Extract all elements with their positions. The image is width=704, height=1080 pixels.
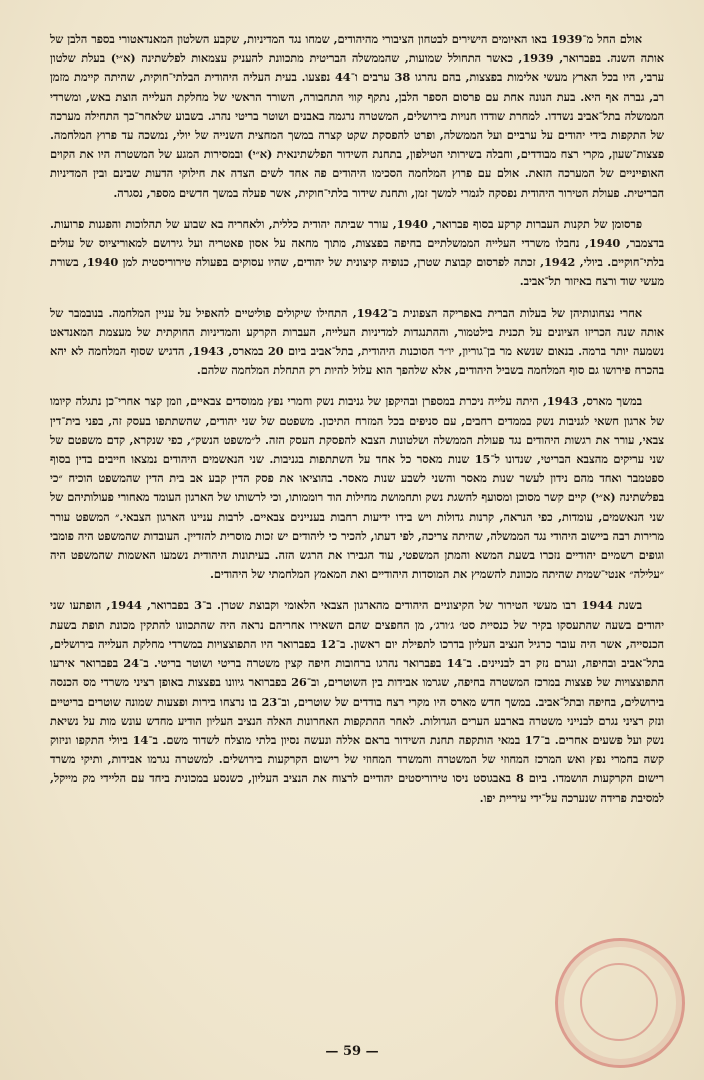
page-number: — 59 — [325, 1044, 379, 1059]
paragraph-1: אולם החל מ־1939 באו האיומים הישירים לבטחון הציבורי מהיהודים, שמחו נגד המדיניות, שקבע השלטון המאנדאטורי בספר הלבן של אותה השנה. בפברואר, 1939, כאשר התחולל שמועות, שהממשלה הבריטית מתכוונת להעניק עצמאות לפלשתינה (א״י) בעלת שלטון ערבי, היו בכל הארץ מעשי אלימות בפצצות, בהם נהרגו 38 ערבים ו־44 נפצעו. בעית העליה היהודית הבלתי־חוקית, שהיתה קיימת מזמן רב, גברה אף היא. בעת הנונה אחת עם פרסום הספר הלבן, נתקף קווי התחבורה, השורד הראשי של מחלקת העלייה הוצת באש, ומשרדי הממשלה בתל־אביב נשדדו. למחרת שודדו חנויות בירושלים, המשטרה נרגמה באבנים ושוטר בריטי נהרג. בשבוע שלאחר־כך התחילה מערכה של התקפות בידי יהודים על ערביים ועל הממשלה, ופרט להפסקת שקט קצרה במשך המחצית השנייה של יולי, נמשכה עד פרוץ המלחמה. פצצות־שעון, מקרי רצח מבודדים, וחבלה בשירותי הטילפון, בתחנת השידור הפלשתינאית (א״י) ובמסירות המגע של המשטרה היו את הקוים האופייניים של המערכה הזאת. אולם עם פרוץ המלחמה הסכימו היהודים פה אחד לשים הצדה את חילוקי הדעות שבינם ובין המדיניות הבריטית. פעולת הטירור היהודית נפסקה לגמרי למשך זמן, ותחנת שידור בלתי־חוקית, אשר פעלה במשך חדשים מספר, נסגרה. [50, 32, 664, 200]
paragraph-3: אחרי נצחונותיהן של בעלות הברית באפריקה הצפונית ב־1942, התחילו שיקולים פוליטיים להאפיל על עניין המלחמה. בנובמבר של אותה שנה הכריזו הציונים על תכנית בילטמור, וההתנגדות למדיניות העלייה, העברות הקרקע והמדיניות החוקתית של מעצמת המאנדאט נשמעה יותר ברמה. בנאום שנשא מר בן־גוריון, יו״ר הסוכנות היהודית, בתל־אביב ביום 20 במארס, 1943, הדגיש שסוף המלחמה לא יהא בהכרח פירושו גם סוף המלחמה בשביל היהודים, אלא שלהפך הוא עלול להיות רק התחלת המלחמה שלהם. [50, 305, 664, 378]
paragraph-4: במשך מארס, 1943, היתה עלייה ניכרת במספרן ובהיקפן של גניבות נשק וחמרי נפץ ממוסדים צבאיים, וזמן קצר אחרי־כן נתגלה קיומו של ארגון חשאי לגניבות נשק בממדים רחבים, עם סניפים בכל המזרח התיכון. משפטם של שני יהודים, שהשתתפו בעסק זה, בפני בית־דין צבאי, עורר את רגשות היהודים נגד פעולת הממשלה ושלטונות הצבא להפסקת העסק הזה. ל״משפט הנשק״, כפי שנקרא, קדם משפטם של שני עריקים מהצבא הבריטי, שנדונו ל־15 שנות מאסר כל אחד על השתתפות בגניבות. שני הנאשמים היהודים נמצאו חייבים בדין בסוף ספטמבר ואחד מהם נידון לעשר שנות מאסר והשני לשבע שנות מאסר. בהוציאו את פסק הדין קבע אב בית הדין שהמשפט הוכיח ״כי בפלשתינה (א״י) קיים קשר מסוכן ומסועף להשגת נשק ותחמושת מחילות הוד רוממותו, וכי לרשותו של הארגון העומד מאחורי פעולותיהם של שני הנאשמים, עומדות, כפי הנראה, קרנות גדולות ויש בידו ידיעות רחבות בעניינים צבאיים. לרבות עניינו הארגון הצבאי.״ המשפט עורר מרירות רבה ביישוב היהודי נגד הממשלה, שהיתה צריכה, לפי דעתו, להכיר כי ליהודים יש זכות מוסרית להזדיין. העובדות שהמשפט היה פומבי וגופים רשמיים יהודיים נזכרו בשעת המשא והמתן המשפטי, עוד הגבירו את הרגש הזה. בעיתונות היהודית נשמעו האשמות שהמשפט היה ״עלילה״ אנטי־שמית שהיתה מכוונת להשמיץ את המוסדות היהודיים ואת המאמץ המלחמתי של היהודים. [50, 394, 664, 582]
stamp-inner-ring [580, 963, 658, 1041]
document-body [50, 30, 664, 820]
paragraph-5: בשנת 1944 רבו מעשי הטירור של הקיצוניים היהודים מהארגון הצבאי הלאומי וקבוצת שטרן. ב־3 בפברואר, 1944, הופתעו שני יהודים בשעה שהתעסקו בקיר של כנסיית סט׳ ג׳ורג׳, מן החפצים שהם השאירו אחריהם נראה היה שהתכוונו להתקין מכונת תופת בשעת הכנסייה, אשר היה עובר כרגיל הנציב העליון בדרכו לתפילת יום ראשון. ב־12 בפברואר היו התפוצצויות במשרדי מחלקת העלייה בירושלים, בתל־אביב ובחיפה, ונגרם נזק רב לבניינים. ב־14 בפברואר נהרגו ברחובות חיפה קצין משטרה בריטי ושוטר בריטי. ב־24 בפברואר אירעו התפוצצויות של פצצות במרכז המשטרה בחיפה, שגרמו אבידות בין השוטרים, וב־26 בפברואר גיוונו בפצצות באופן רציני משרדי מס הכנסה בירושלים, בחיפה ובתל־אביב. במשך חדש מארס היו מקרי רצח בודדים של שוטרים, וב־23 בו נרצחו בירות ופצעות שמונה שוטרים בריטיים ונזק רציני נגרם לבנייני משטרה בארבע הערים הגדולות. לאחר ההתקפות האחרונות האלה הנציב העליון הודיע מחדש עונש מות על נשיאת נשק ועל פשעים אחרים. ב־17 במאי הותקפה תחנת השידור בראם אללה ונעשה נסיון בלתי מוצלח לשדוד משם. ב־14 ביולי התקפו וניזוק קשה בחמרי נפץ ואש המרכז המחוזי של המשטרה והמשרד המחוזי של רישום הקרקעות בירושלים. למשטרה נגרמו אבידות, ותיקי משרד רישום הקרקעות הושמדו. ביום 8 באבגוסט ניסו טירוריסטים יהודיים לרצוח את הנציב העליון, כשנסע במכונית ביחד עם הליידי מק מייקל, למסיבת פרידה שנערכה על־ידי עיריית יפו. [50, 598, 664, 805]
paragraph-2: פרסומן של תקנות העברות קרקע בסוף פברואר, 1940, עורר שביתה יהודית כללית, ולאחריה בא שבוע של תהלוכות והפגנות פרועות. בדצמבר, 1940, נחבלו משרדי העלייה הממשלתיים בחיפה בפצצות, מתוך מחאה על אסון פאטריה ועל גירושם למאוריציוס של עולים בלתי־חוקיים. ביולי, 1942, זכתה לפרסום קבוצת שטרן, כנופיה קיצונית של יהודים, שהיו עסוקים בפעולה טירוריסטית למן 1940, בשורת מעשי שוד ורצח באיזור תל־אביב. [50, 216, 665, 289]
